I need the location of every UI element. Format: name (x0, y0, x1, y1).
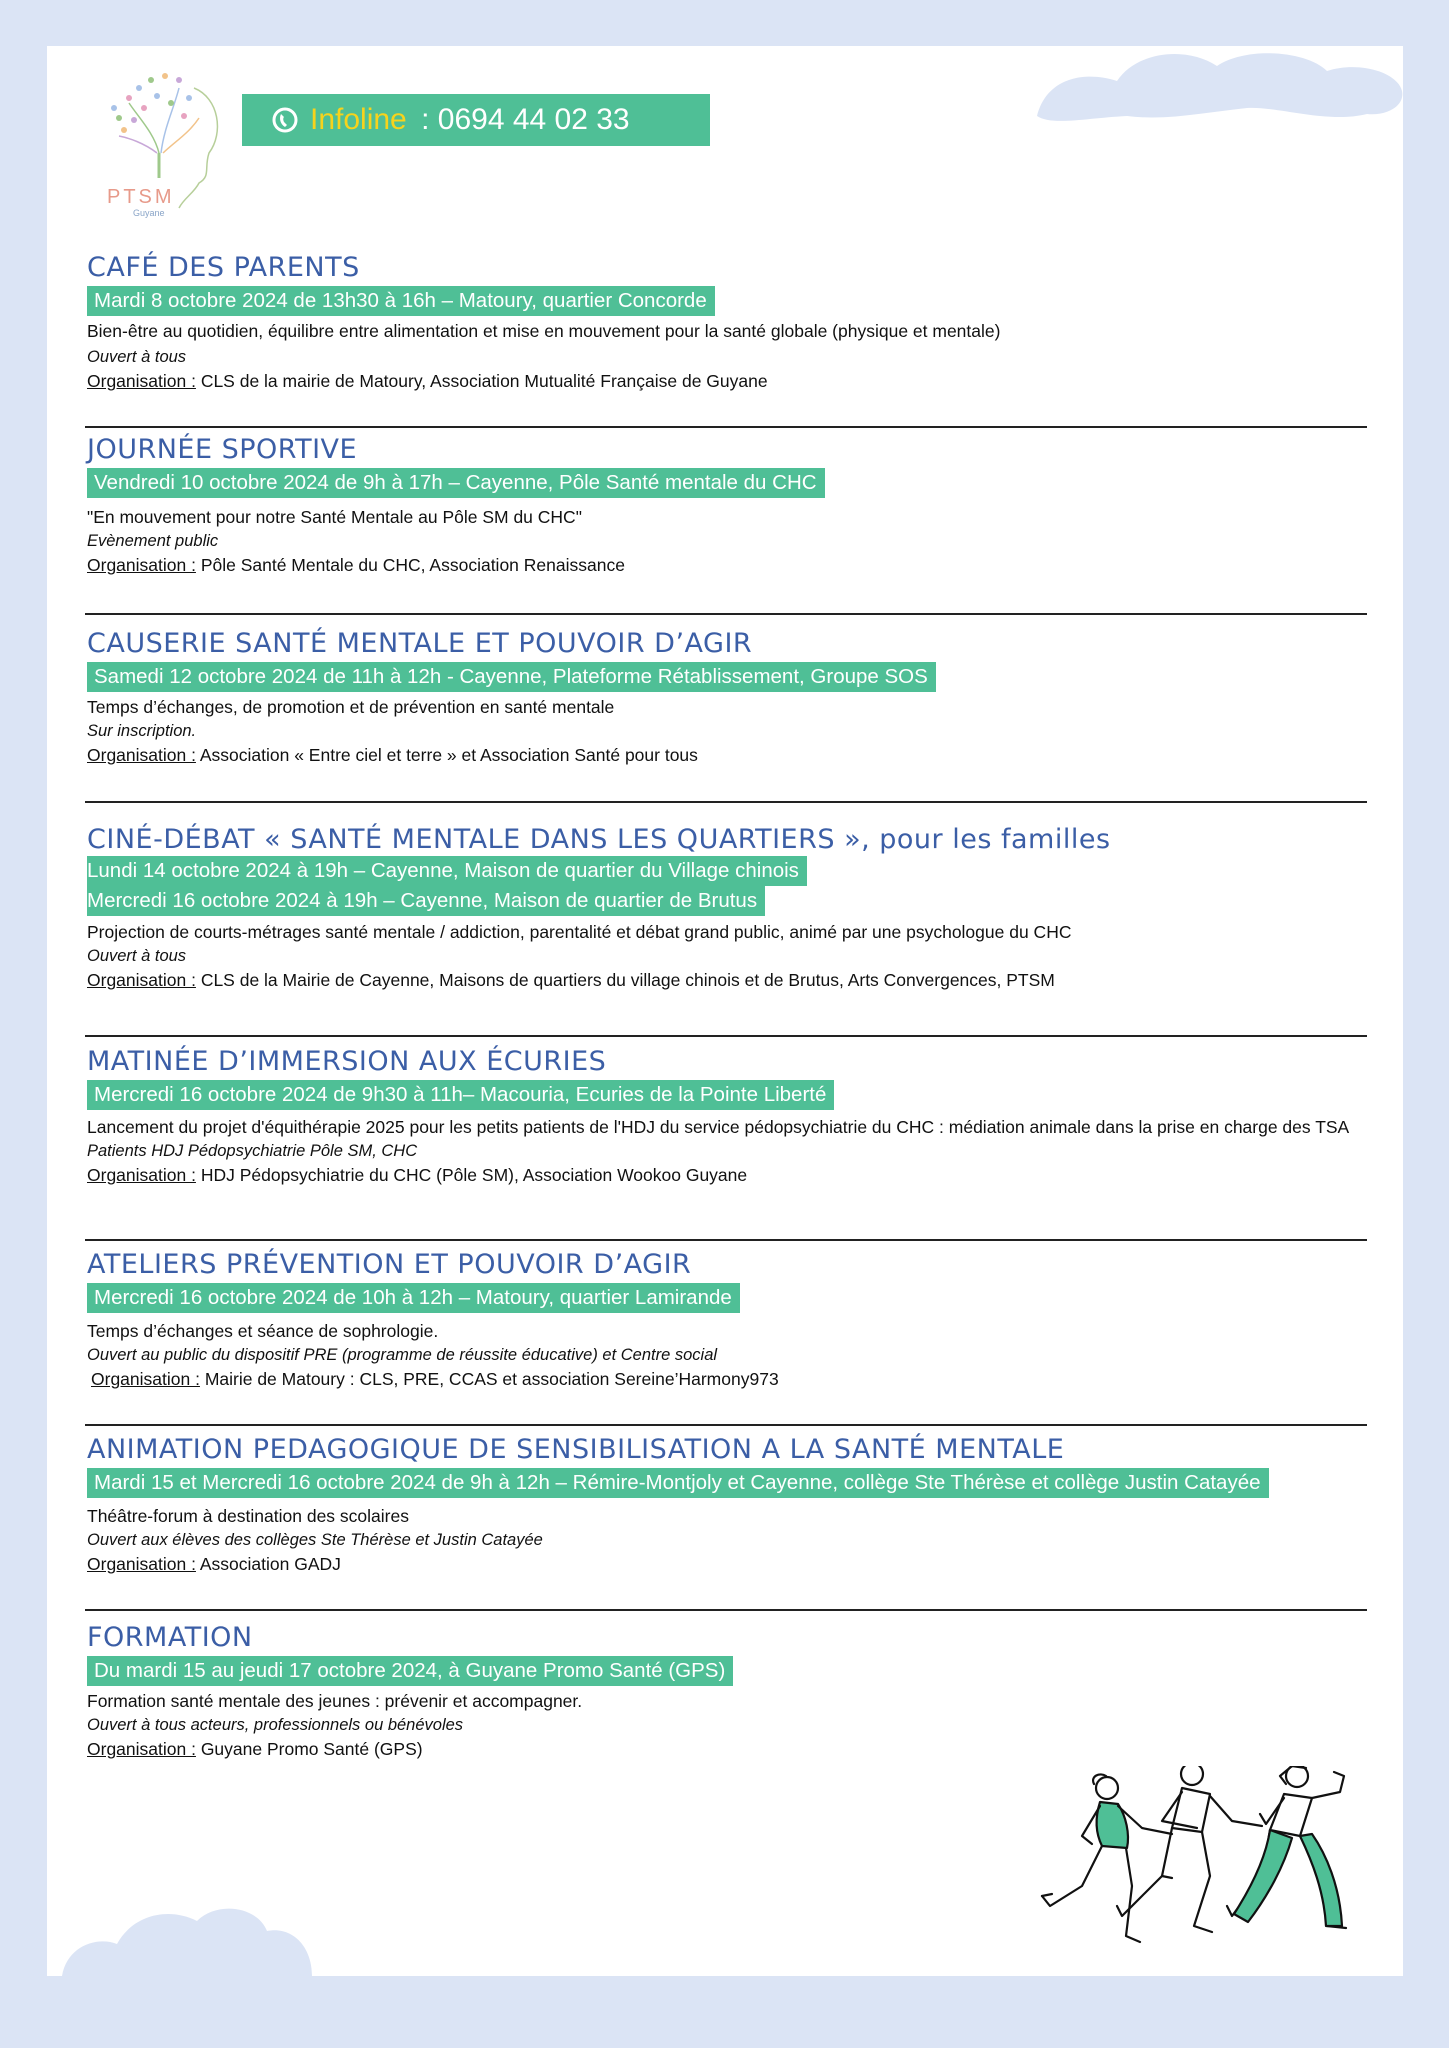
page (47, 46, 1403, 1976)
event-title: CAUSERIE SANTÉ MENTALE ET POUVOIR D’AGIR (87, 628, 753, 659)
event-audience: Ouvert à tous (87, 947, 187, 965)
event-title: ANIMATION PEDAGOGIQUE DE SENSIBILISATION A LA SANTÉ MENTALE (87, 1434, 1065, 1465)
event-title: FORMATION (87, 1622, 253, 1653)
logo-subtext: Guyane (133, 208, 165, 218)
event-audience: Sur inscription. (87, 722, 197, 740)
event-causerie (87, 628, 1397, 768)
separator (85, 801, 1367, 803)
event-organisation (87, 553, 1397, 578)
runners-illustration (1022, 1766, 1392, 1966)
organisation-label: Organisation : (87, 1554, 196, 1574)
organisation-label: Organisation : (87, 371, 196, 391)
organisation-value: Guyane Promo Santé (GPS) (195, 1739, 423, 1759)
organisation-label: Organisation : (91, 1369, 200, 1389)
event-description: Formation santé mentale des jeunes : prévenir et accompagner. (87, 1691, 583, 1711)
separator (85, 613, 1367, 615)
event-description: Temps d’échanges et séance de sophrologie. (87, 1321, 439, 1341)
event-organisation (87, 1737, 1397, 1762)
organisation-label: Organisation : (87, 970, 196, 990)
event-date-bar: Vendredi 10 octobre 2024 de 9h à 17h – Cayenne, Pôle Santé mentale du CHC (87, 468, 825, 498)
ptsm-logo (99, 58, 229, 218)
separator (85, 426, 1367, 428)
event-audience: Ouvert au public du dispositif PRE (programme de réussite éducative) et Centre social (87, 1346, 718, 1364)
organisation-value: Association GADJ (195, 1554, 341, 1574)
organisation-label: Organisation : (87, 555, 196, 575)
event-description: Théâtre-forum à destination des scolaires (87, 1506, 409, 1526)
event-cine-debat (87, 824, 1397, 993)
event-audience: Evènement public (87, 532, 219, 550)
separator (85, 1035, 1367, 1037)
organisation-label: Organisation : (87, 1165, 196, 1185)
event-description: Projection de courts-métrages santé mentale / addiction, parentalité et débat grand public, animé par une psychologue du CHC (87, 922, 1072, 942)
event-description: "En mouvement pour notre Santé Mentale au Pôle SM du CHC" (87, 507, 582, 527)
logo-text: PTSM (107, 186, 175, 208)
organisation-label: Organisation : (87, 745, 196, 765)
event-title: MATINÉE D’IMMERSION AUX ÉCURIES (87, 1046, 607, 1077)
event-audience: Ouvert à tous (87, 348, 187, 366)
event-description: Bien-être au quotidien, équilibre entre alimentation et mise en mouvement pour la santé globale (physique et mentale) (87, 321, 1001, 341)
event-description: Lancement du projet d'équithérapie 2025 pour les petits patients de l'HDJ du service pédopsychiatrie du CHC : médiation animale dans la prise en charge des TSA (87, 1117, 1350, 1137)
event-date-bar: Mercredi 16 octobre 2024 à 19h – Cayenne, Maison de quartier de Brutus (87, 886, 765, 916)
event-title: JOURNÉE SPORTIVE (87, 434, 358, 465)
event-title: CAFÉ DES PARENTS (87, 252, 360, 283)
event-date-bar: Mardi 15 et Mercredi 16 octobre 2024 de 9h à 12h – Rémire-Montjoly et Cayenne, collège Ste Thérèse et collège Justin Catayée (87, 1468, 1269, 1498)
infoline-banner (242, 94, 710, 146)
event-audience: Patients HDJ Pédopsychiatrie Pôle SM, CHC (87, 1142, 418, 1160)
infoline-separator: : (412, 103, 438, 136)
separator (85, 1424, 1367, 1426)
organisation-value: CLS de la mairie de Matoury, Association Mutualité Française de Guyane (195, 371, 768, 391)
cloud-decoration-bottom (57, 1886, 317, 1976)
infoline-number: 0694 44 02 33 (437, 103, 630, 136)
event-organisation (87, 1163, 1397, 1188)
organisation-value: CLS de la Mairie de Cayenne, Maisons de quartiers du village chinois et de Brutus, Arts Convergences, PTSM (195, 970, 1055, 990)
event-title: ATELIERS PRÉVENTION ET POUVOIR D’AGIR (87, 1249, 692, 1280)
separator (85, 1239, 1367, 1241)
event-formation (87, 1622, 1397, 1762)
event-organisation (87, 743, 1397, 768)
organisation-value: Association « Entre ciel et terre » et Association Santé pour tous (195, 745, 698, 765)
event-audience: Ouvert à tous acteurs, professionnels ou bénévoles (87, 1716, 464, 1734)
event-organisation (87, 369, 1397, 394)
event-organisation (87, 1552, 1397, 1577)
event-date-bar: Du mardi 15 au jeudi 17 octobre 2024, à Guyane Promo Santé (GPS) (87, 1656, 733, 1686)
phone-icon (272, 107, 298, 133)
event-ateliers-prevention (87, 1249, 1397, 1392)
event-journee-sportive (87, 434, 1397, 578)
organisation-value: Mairie de Matoury : CLS, PRE, CCAS et association Sereine’Harmony973 (199, 1369, 779, 1389)
event-date-bar: Mercredi 16 octobre 2024 de 9h30 à 11h– Macouria, Ecuries de la Pointe Liberté (87, 1080, 834, 1110)
event-organisation (87, 1367, 1397, 1392)
event-date-bar: Mardi 8 octobre 2024 de 13h30 à 16h – Matoury, quartier Concorde (87, 286, 715, 316)
event-organisation (87, 968, 1397, 993)
organisation-value: HDJ Pédopsychiatrie du CHC (Pôle SM), Association Wookoo Guyane (195, 1165, 748, 1185)
event-description: Temps d’échanges, de promotion et de prévention en santé mentale (87, 697, 615, 717)
event-matinee-ecuries (87, 1046, 1397, 1188)
event-date-bar: Lundi 14 octobre 2024 à 19h – Cayenne, Maison de quartier du Village chinois (87, 856, 807, 886)
event-date-bar: Samedi 12 octobre 2024 de 11h à 12h - Cayenne, Plateforme Rétablissement, Groupe SOS (87, 662, 936, 692)
event-title: CINÉ-DÉBAT « SANTÉ MENTALE DANS LES QUARTIERS » (87, 824, 862, 855)
organisation-value: Pôle Santé Mentale du CHC, Association Renaissance (195, 555, 625, 575)
event-title-tail: , pour les familles (861, 824, 1111, 855)
event-audience: Ouvert aux élèves des collèges Ste Thérèse et Justin Catayée (87, 1531, 543, 1549)
separator (85, 1609, 1367, 1611)
event-date-bar: Mercredi 16 octobre 2024 de 10h à 12h – Matoury, quartier Lamirande (87, 1283, 740, 1313)
event-animation-pedagogique (87, 1434, 1397, 1577)
event-cafe-des-parents (87, 252, 1397, 394)
cloud-decoration-top (1027, 46, 1403, 126)
infoline-label: Infoline (310, 103, 407, 136)
event-title-row (87, 824, 1397, 856)
organisation-label: Organisation : (87, 1739, 196, 1759)
